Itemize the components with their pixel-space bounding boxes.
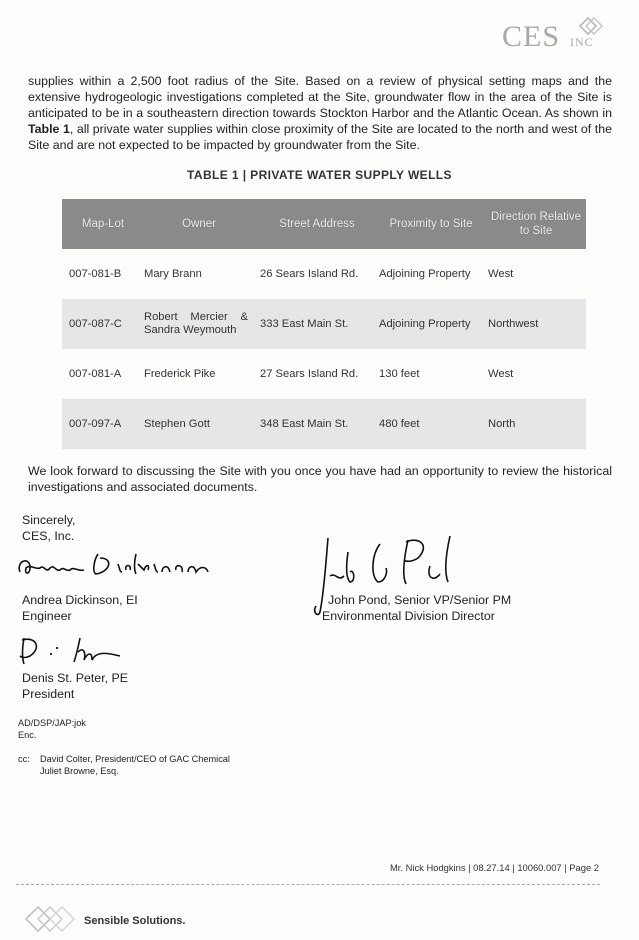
chevrons-icon bbox=[24, 906, 80, 932]
company-signoff: CES, Inc. bbox=[22, 529, 75, 543]
typist-initials: AD/DSP/JAP:jok bbox=[18, 718, 86, 728]
signature-denis-st-peter bbox=[16, 634, 126, 666]
signer-name: Denis St. Peter, PE bbox=[22, 671, 129, 685]
cell-owner: Mary Brann bbox=[144, 267, 202, 280]
signer-name: John Pond, Senior VP/Senior PM bbox=[328, 593, 512, 607]
cell-map-lot: 007-097-A bbox=[69, 417, 122, 430]
logo-suffix: INC bbox=[570, 35, 594, 49]
table-row bbox=[62, 349, 586, 399]
cc-recipient: David Colter, President/CEO of GAC Chemical bbox=[40, 754, 230, 764]
signer-name: Andrea Dickinson, EI bbox=[22, 593, 138, 607]
diamond-chevrons-icon bbox=[576, 16, 606, 36]
table-reference: Table 1 bbox=[28, 122, 70, 136]
table-row bbox=[62, 299, 586, 349]
header-proximity: Proximity to Site bbox=[389, 218, 473, 230]
header-map-lot: Map-Lot bbox=[81, 218, 125, 230]
page-footer-reference: Mr. Nick Hodgkins | 08.27.14 | 10060.007 | Page 2 bbox=[390, 862, 599, 873]
signer-title: President bbox=[22, 687, 75, 701]
cell-direction: Northwest bbox=[488, 317, 539, 330]
signer-title: Engineer bbox=[22, 609, 72, 623]
cell-address: 348 East Main St. bbox=[260, 417, 349, 430]
cell-direction: West bbox=[488, 367, 514, 380]
water-supply-table bbox=[62, 199, 586, 449]
table-row bbox=[62, 399, 586, 449]
salutation: Sincerely, bbox=[22, 513, 76, 527]
enclosure-note: Enc. bbox=[18, 730, 37, 740]
cell-map-lot: 007-087-C bbox=[69, 317, 122, 330]
cell-owner: Stephen Gott bbox=[144, 417, 210, 430]
logo-name: CES bbox=[502, 20, 561, 53]
cell-proximity: 130 feet bbox=[379, 367, 420, 380]
cell-address: 26 Sears Island Rd. bbox=[260, 267, 359, 280]
signature-andrea-dickinson bbox=[14, 550, 224, 584]
cell-map-lot: 007-081-B bbox=[69, 267, 122, 280]
footer-divider bbox=[16, 884, 600, 885]
cell-address: 27 Sears Island Rd. bbox=[260, 367, 359, 380]
table-header bbox=[62, 199, 586, 249]
closing-paragraph: We look forward to discussing the Site with you once you have had an opportunity to review the historical investigations and associated documents. bbox=[28, 464, 612, 494]
cell-direction: North bbox=[488, 417, 516, 430]
owner-line-2: Sandra Weymouth bbox=[144, 324, 237, 336]
cc-label: cc: bbox=[18, 754, 30, 764]
cell-proximity: Adjoining Property bbox=[379, 267, 471, 280]
company-logo bbox=[500, 14, 612, 54]
cell-direction: West bbox=[488, 267, 514, 280]
cell-owner: Frederick Pike bbox=[144, 367, 216, 380]
cell-proximity: Adjoining Property bbox=[379, 317, 471, 330]
table-row bbox=[62, 249, 586, 299]
table-title: TABLE 1 | PRIVATE WATER SUPPLY WELLS bbox=[187, 168, 452, 182]
cell-owner bbox=[144, 299, 250, 349]
footer-tagline: Sensible Solutions. bbox=[84, 915, 186, 927]
intro-paragraph: supplies within a 2,500 foot radius of the Site. Based on a review of physical setting maps and the extensive hydrogeologic investigations completed at the Site, groundwater flow in the area of the Site is anticipated to be in a southeastern direction towards Stockton Harbor and the Atlantic Ocean. As shown in Table 1, all private water supplies within close proximity of the Site are located to the north and west of the Site and are not expected to be impacted by groundwater from the Site. bbox=[28, 74, 612, 152]
cell-address: 333 East Main St. bbox=[260, 317, 349, 330]
signer-title: Environmental Division Director bbox=[322, 609, 495, 623]
cc-recipient: Juliet Browne, Esq. bbox=[40, 766, 119, 776]
header-owner: Owner bbox=[182, 218, 216, 230]
cell-map-lot: 007-081-A bbox=[69, 367, 122, 380]
header-street-address: Street Address bbox=[279, 218, 355, 230]
cell-proximity: 480 feet bbox=[379, 417, 420, 430]
header-direction: Direction Relative to Site bbox=[490, 211, 582, 237]
owner-line-1: Robert Mercier & bbox=[144, 311, 248, 323]
